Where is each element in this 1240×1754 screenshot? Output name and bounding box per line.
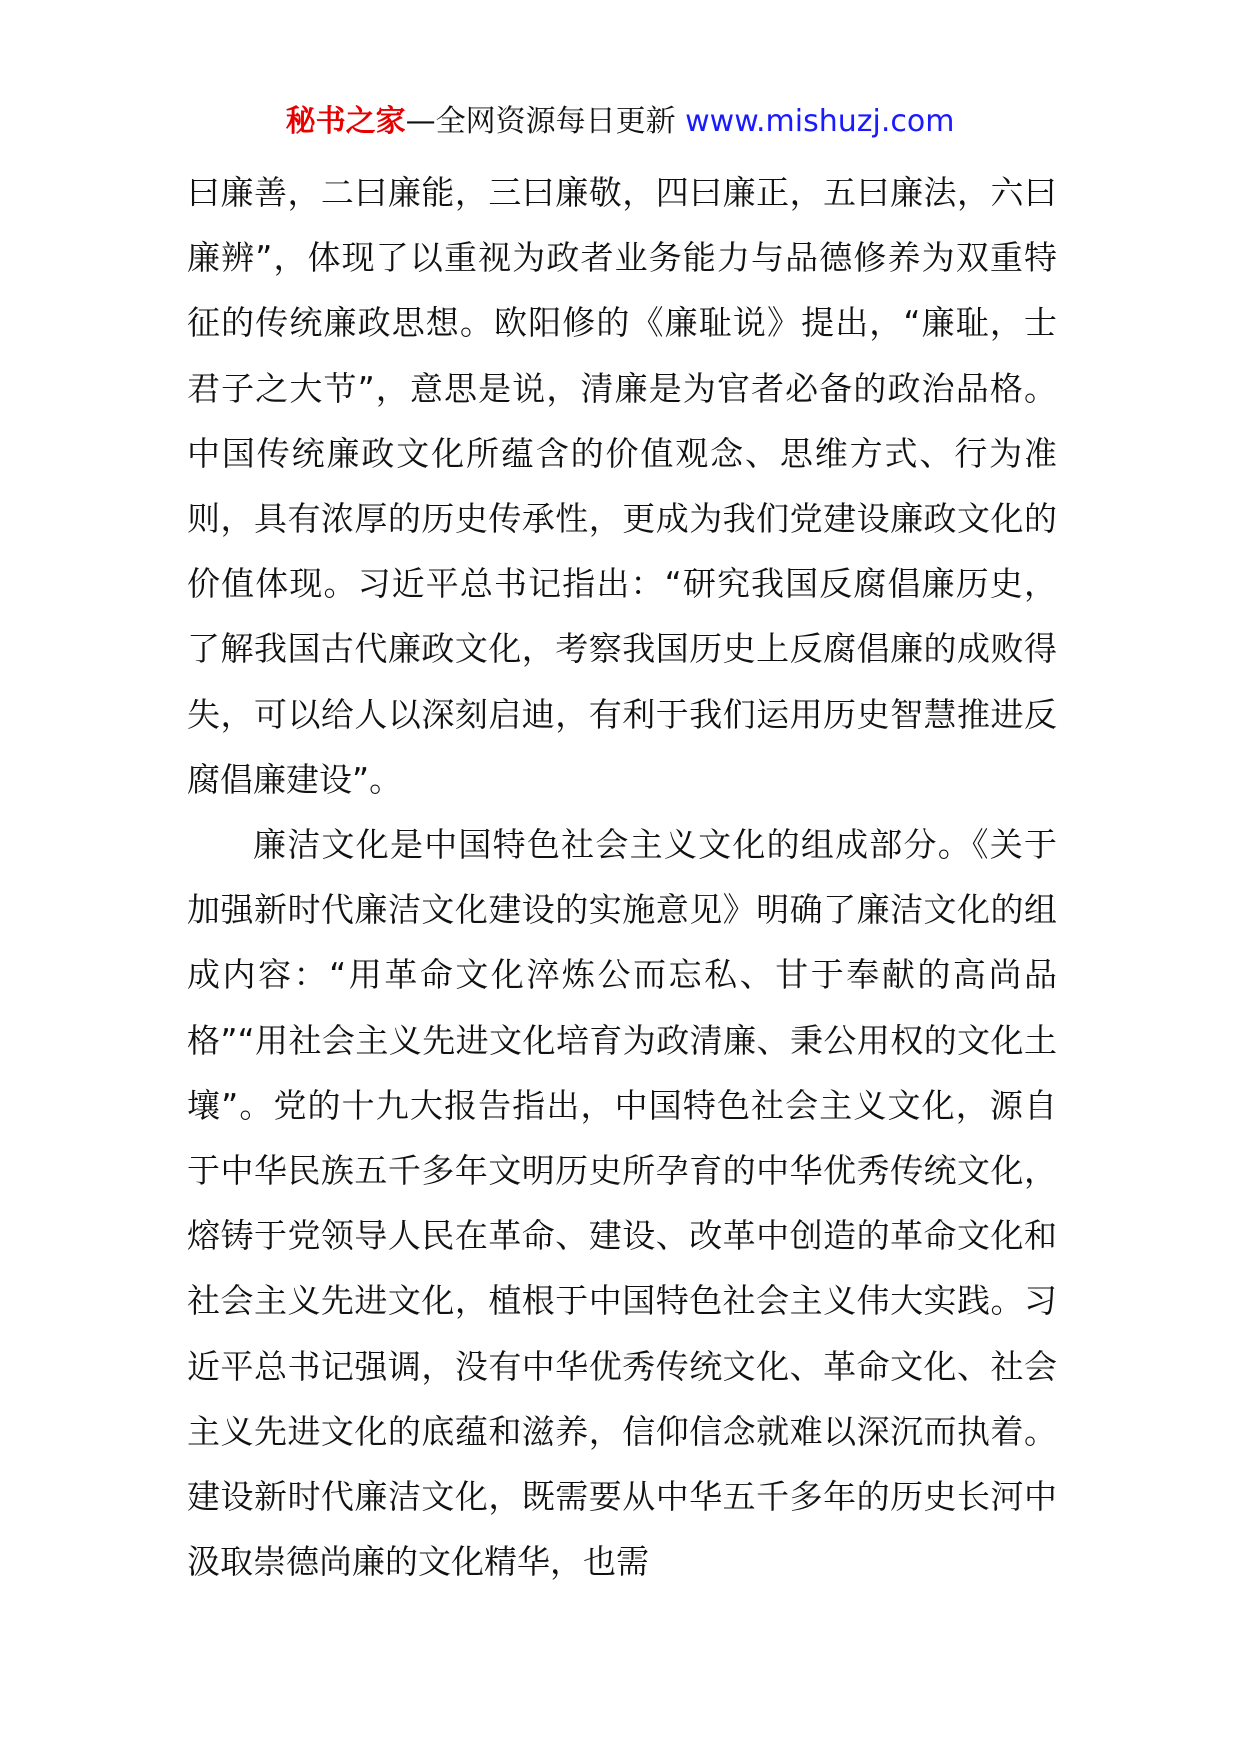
paragraph-continued: 曰廉善，二曰廉能，三曰廉敬，四曰廉正，五曰廉法，六曰廉辨”，体现了以重视为政者业务能力与品德修养为双重特征的传统廉政思想。欧阳修的《廉耻说》提出，“廉耻，士君子之大节”，意思是说，清廉是为官者必备的政治品格。中国传统廉政文化所蕴含的价值观念、思维方式、行为准则，具有浓厚的历史传承性，更成为我们党建设廉政文化的价值体现。习近平总书记指出：“研究我国反腐倡廉历史，了解我国古代廉政文化，考察我国历史上反腐倡廉的成败得失，可以给人以深刻启迪，有利于我们运用历史智慧推进反腐倡廉建设”。 [187, 173, 1057, 799]
site-url-link[interactable]: www.mishuzj.com [685, 104, 955, 139]
page-header [0, 102, 1240, 142]
document-body [187, 160, 1057, 1594]
brand-name: 秘书之家 [285, 104, 406, 139]
paragraph-clean-culture: 廉洁文化是中国特色社会主义文化的组成部分。《关于加强新时代廉洁文化建设的实施意见》明确了廉洁文化的组成内容：“用革命文化淬炼公而忘私、甘于奉献的高尚品格”“用社会主义先进文化培育为政清廉、秉公用权的文化土壤”。党的十九大报告指出，中国特色社会主义文化，源自于中华民族五千多年文明历史所孕育的中华优秀传统文化，熔铸于党领导人民在革命、建设、改革中创造的革命文化和社会主义先进文化，植根于中国特色社会主义伟大实践。习近平总书记强调，没有中华优秀传统文化、革命文化、社会主义先进文化的底蕴和滋养，信仰信念就难以深沉而执着。建设新时代廉洁文化，既需要从中华五千多年的历史长河中汲取崇德尚廉的文化精华，也需 [187, 825, 1057, 1582]
header-tagline: —全网资源每日更新 [405, 104, 676, 139]
